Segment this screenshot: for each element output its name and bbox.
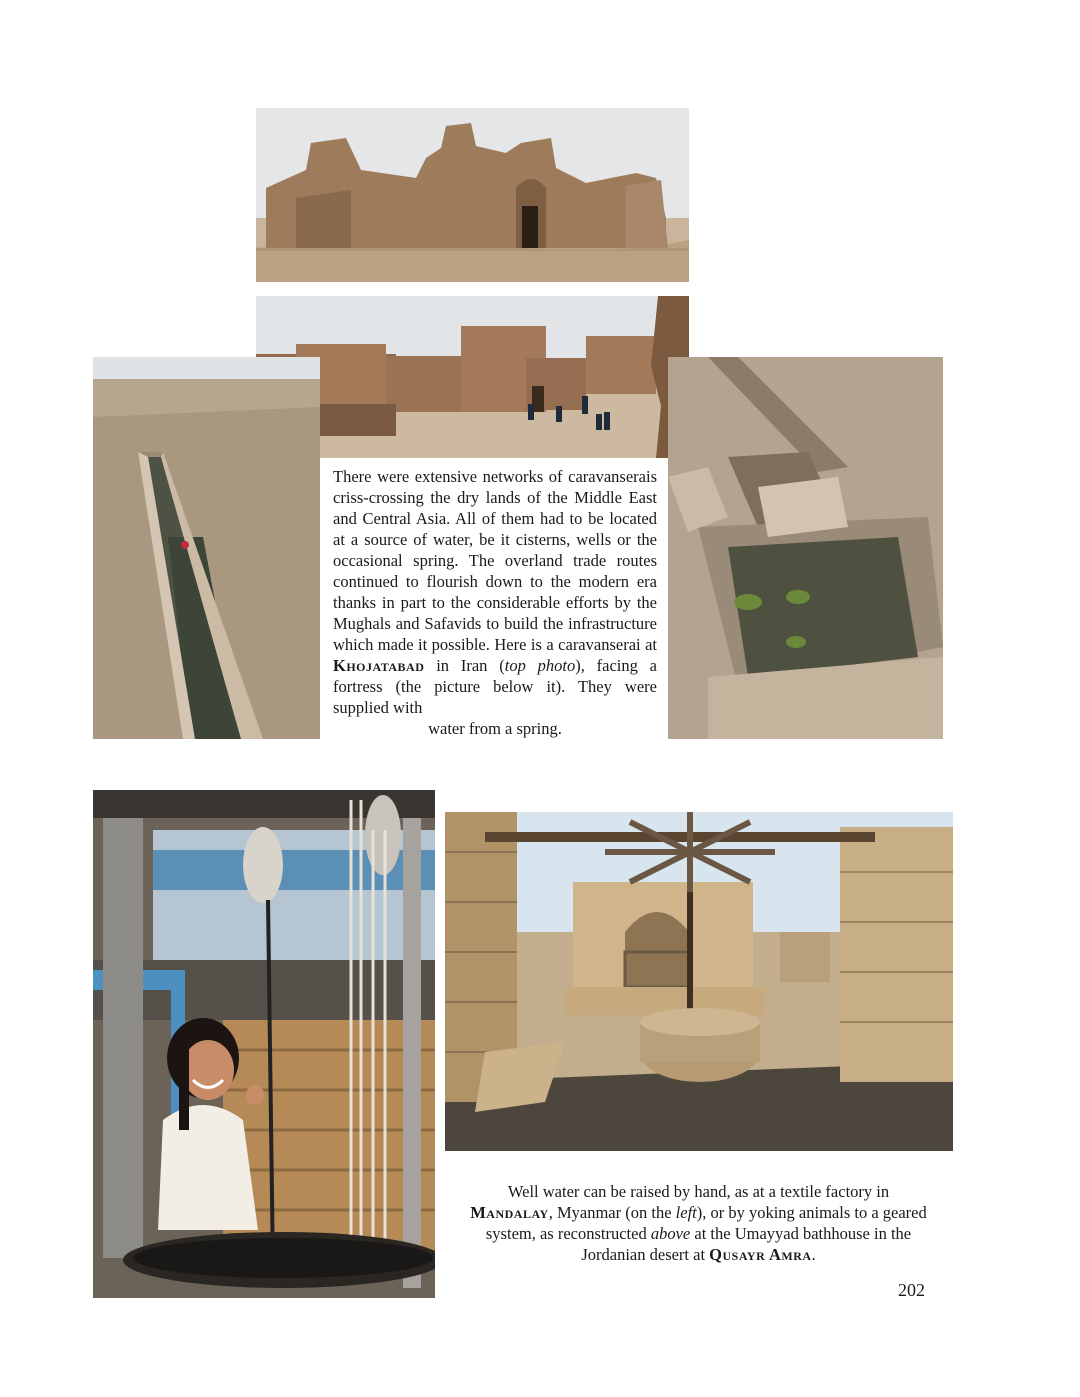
caption-text-5: . [811, 1245, 816, 1264]
caravanserai-photo [256, 108, 689, 282]
caption-text-2: , Myanmar (on the [548, 1203, 672, 1222]
place-name-qusayr-amra: Qusayr Amra [709, 1245, 812, 1264]
caption-text-2: in Iran ( [436, 656, 505, 675]
page-number: 202 [898, 1280, 925, 1300]
caption-ref-top-photo: top photo [504, 656, 576, 675]
caption-ref-above: above [650, 1224, 691, 1243]
fortress-photo [256, 296, 689, 458]
caravanserai-caption [321, 460, 667, 766]
water-channel-right-photo [668, 357, 943, 739]
caption-text-4: water from a spring. [428, 719, 562, 738]
caption-ref-left: left [675, 1203, 697, 1222]
water-channel-left-photo [93, 357, 320, 739]
caption-text-4: at the Umayyad bathhouse in the Jordanian desert at [581, 1224, 912, 1264]
mandalay-well-photo [93, 790, 435, 1298]
caption-text-1: Well water can be raised by hand, as at a textile factory in [507, 1182, 890, 1201]
place-name-mandalay: Mandalay [470, 1203, 549, 1222]
caption-text-3: ), or by yoking animals to a geared system, as reconstructed [485, 1203, 927, 1243]
qusayr-amra-well-photo [445, 812, 953, 1151]
caption-text-3: ), facing a fortress (the picture below it). They were supplied with [333, 656, 658, 717]
well-caption [465, 1181, 932, 1265]
place-name-khojatabad: Khojatabad [333, 656, 425, 675]
caption-text-1: There were extensive networks of caravanserais criss-crossing the dry lands of the Middle East and Central Asia. All of them had to be located at a source of water, be it cisterns, wells or the occasional spring. The overland trade routes continued to flourish down to the modern era thanks in part to the considerable efforts by the Mughals and Safavids to build the infrastructure which made it possible. Here is a caravanserai at [333, 467, 657, 654]
